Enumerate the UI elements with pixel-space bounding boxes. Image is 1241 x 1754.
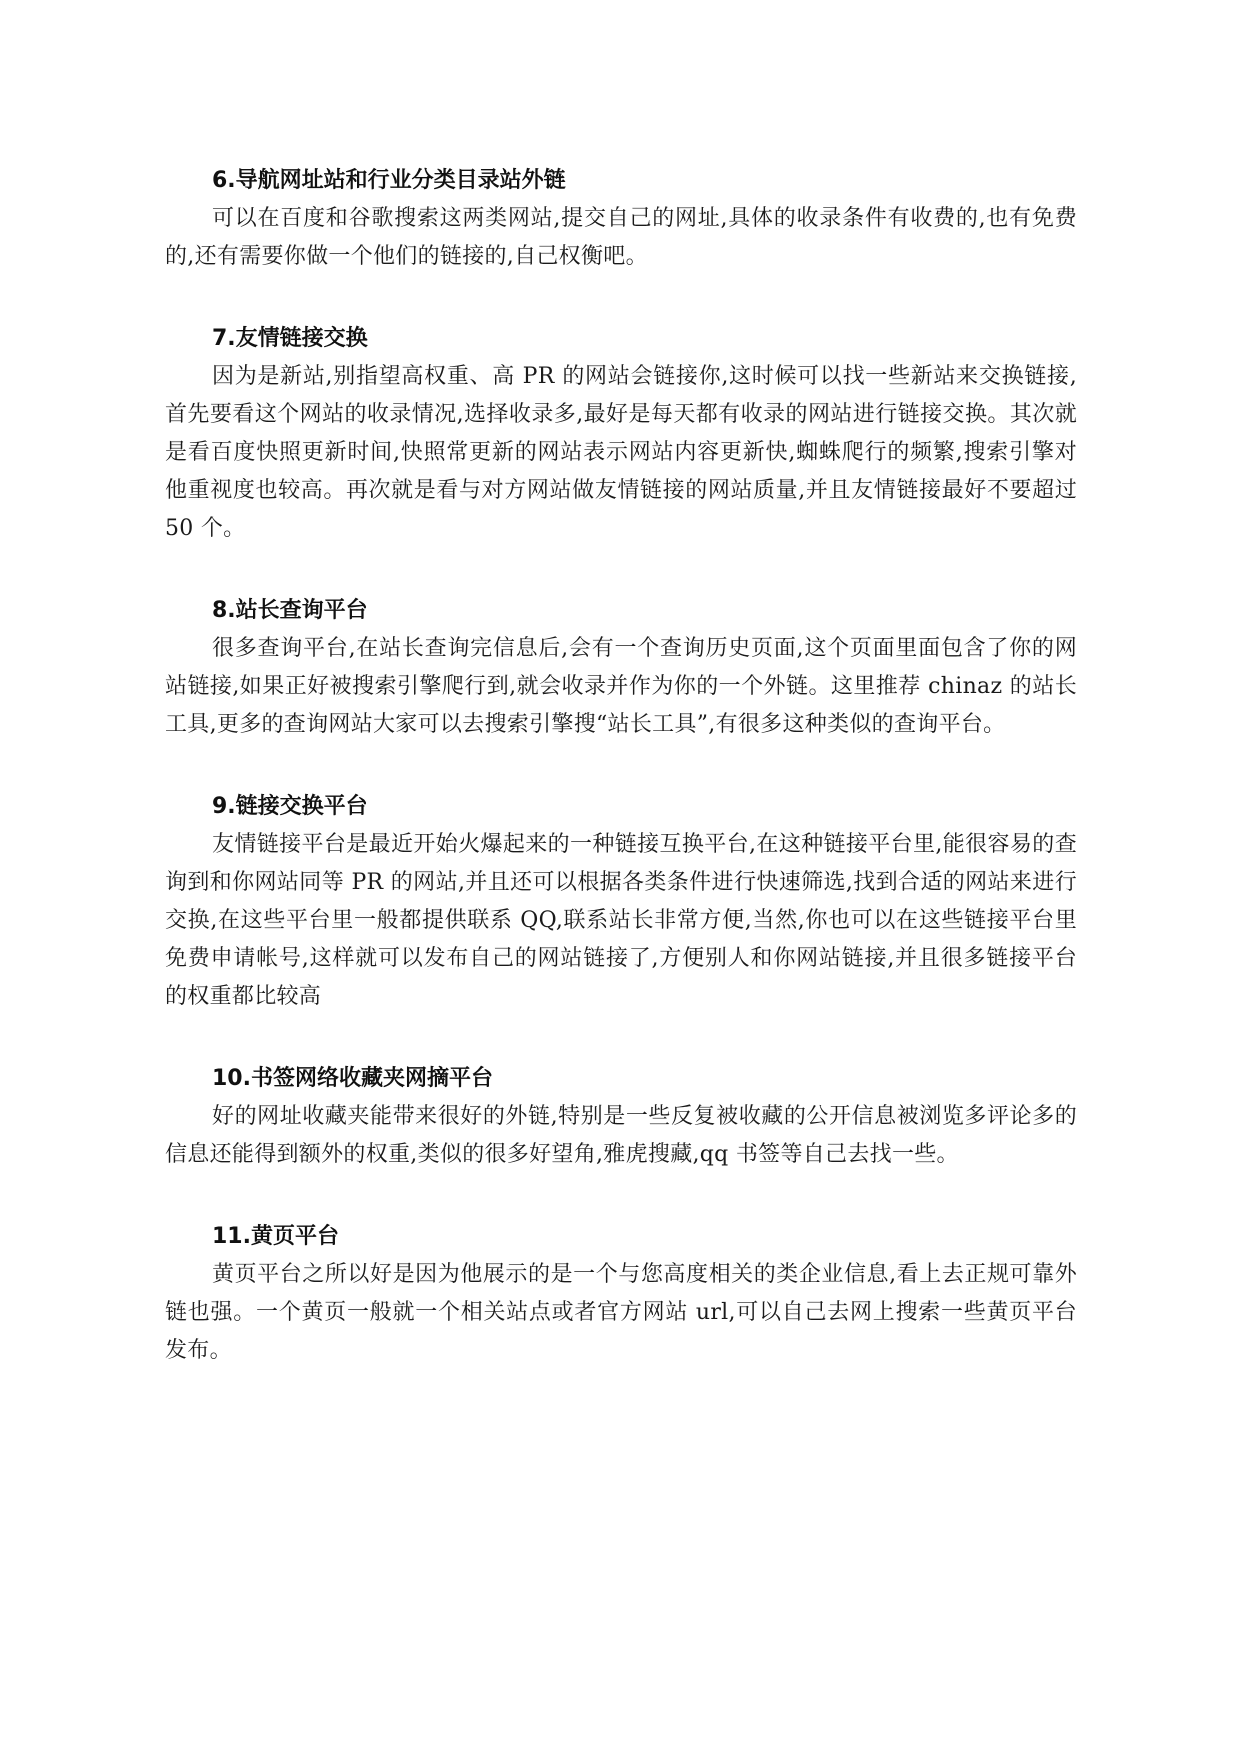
section-paragraph: 很多查询平台,在站长查询完信息后,会有一个查询历史页面,这个页面里面包含了你的网站链接,如果正好被搜索引擎爬行到,就会收录并作为你的一个外链。这里推荐 chinaz 的站长工具,更多的查询网站大家可以去搜索引擎搜“站长工具”,有很多这种类似的查询平台。 bbox=[165, 636, 1077, 737]
section-8 bbox=[165, 592, 1077, 744]
section-heading: 7.友情链接交换 bbox=[212, 326, 368, 351]
section-heading: 10.书签网络收藏夹网摘平台 bbox=[212, 1066, 493, 1091]
section-11 bbox=[165, 1218, 1077, 1370]
section-paragraph: 友情链接平台是最近开始火爆起来的一种链接互换平台,在这种链接平台里,能很容易的查询到和你网站同等 PR 的网站,并且还可以根据各类条件进行快速筛选,找到合适的网站来进行交换,在这些平台里一般都提供联系 QQ,联系站长非常方便,当然,你也可以在这些链接平台里免费申请帐号,这样就可以发布自己的网站链接了,方便别人和你网站链接,并且很多链接平台的权重都比较高 bbox=[165, 832, 1077, 1009]
section-paragraph: 可以在百度和谷歌搜索这两类网站,提交自己的网址,具体的收录条件有收费的,也有免费的,还有需要你做一个他们的链接的,自己权衡吧。 bbox=[165, 206, 1077, 269]
section-heading: 9.链接交换平台 bbox=[212, 794, 368, 819]
document-content bbox=[165, 162, 1077, 1414]
section-10 bbox=[165, 1060, 1077, 1174]
section-7 bbox=[165, 320, 1077, 548]
section-paragraph: 好的网址收藏夹能带来很好的外链,特别是一些反复被收藏的公开信息被浏览多评论多的信息还能得到额外的权重,类似的很多好望角,雅虎搜藏,qq 书签等自己去找一些。 bbox=[165, 1104, 1077, 1167]
section-heading: 11.黄页平台 bbox=[212, 1224, 339, 1249]
section-paragraph: 因为是新站,别指望高权重、高 PR 的网站会链接你,这时候可以找一些新站来交换链接,首先要看这个网站的收录情况,选择收录多,最好是每天都有收录的网站进行链接交换。其次就是看百度快照更新时间,快照常更新的网站表示网站内容更新快,蜘蛛爬行的频繁,搜索引擎对他重视度也较高。再次就是看与对方网站做友情链接的网站质量,并且友情链接最好不要超过 50 个。 bbox=[165, 364, 1077, 541]
section-9 bbox=[165, 788, 1077, 1016]
section-heading: 8.站长查询平台 bbox=[212, 598, 368, 623]
section-heading: 6.导航网址站和行业分类目录站外链 bbox=[212, 168, 566, 193]
section-6 bbox=[165, 162, 1077, 276]
section-paragraph: 黄页平台之所以好是因为他展示的是一个与您高度相关的类企业信息,看上去正规可靠外链也强。一个黄页一般就一个相关站点或者官方网站 url,可以自己去网上搜索一些黄页平台发布。 bbox=[165, 1262, 1077, 1363]
